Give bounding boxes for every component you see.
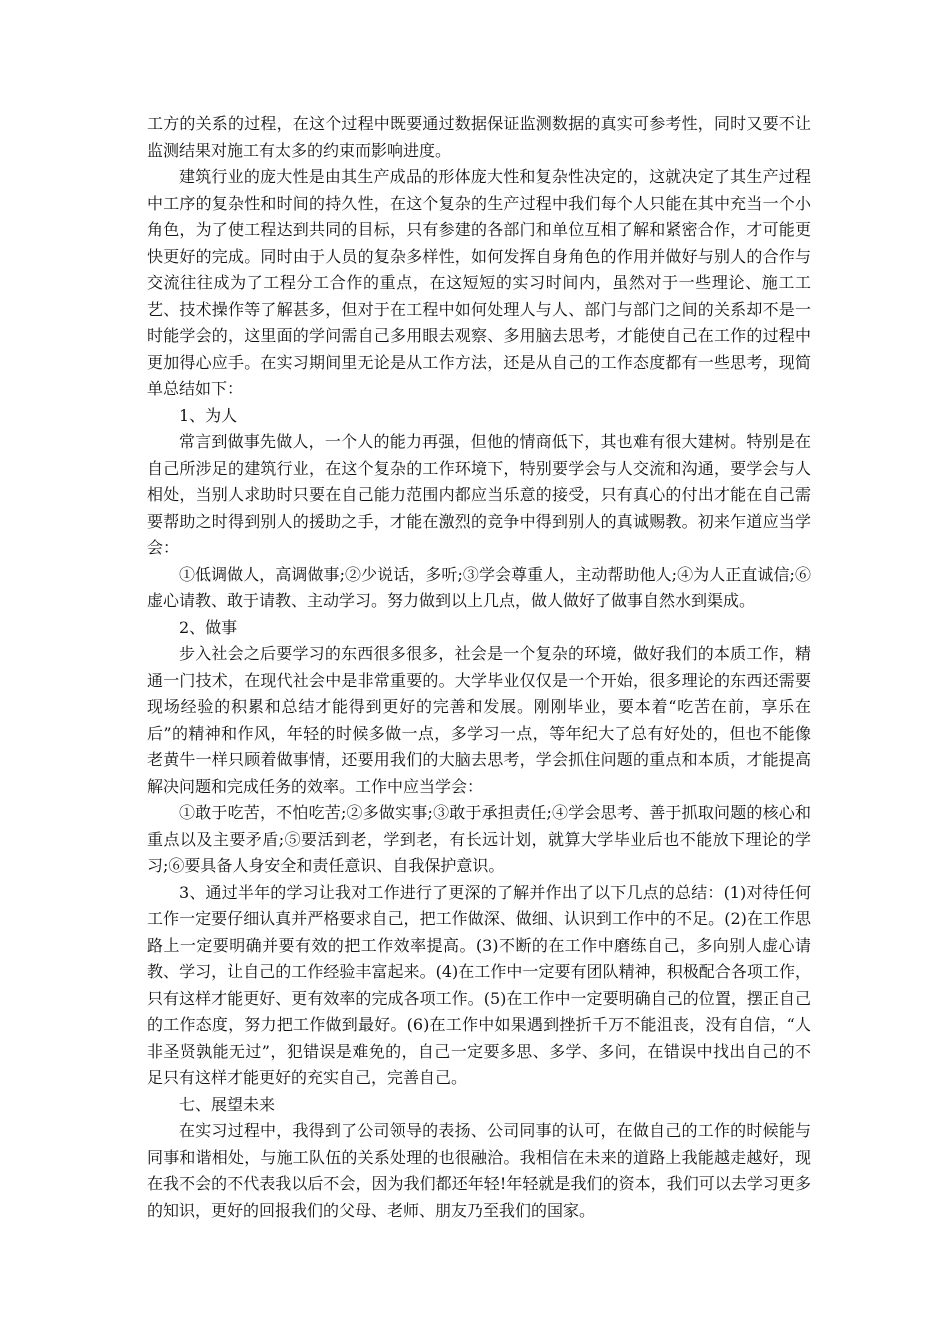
paragraph-outlook: 在实习过程中，我得到了公司领导的表扬、公司同事的认可，在做自己的工作的时候能与同事和谐相处，与施工队伍的关系处理的也很融洽。我相信在未来的道路上我能越走越好，现在我不会的不代表我以后不会，因为我们都还年轻!年轻就是我们的资本，我们可以去学习更多的知识，更好的回报我们的父母、老师、朋友乃至我们的国家。: [147, 1121, 811, 1220]
paragraph-doing-things: 步入社会之后要学习的东西很多很多，社会是一个复杂的环境，做好我们的本质工作，精通一门技术，在现代社会中是非常重要的。大学毕业仅仅是一个开始，很多理论的东西还需要现场经验的积累和总结才能得到更好的完善和发展。刚刚毕业，要本着“吃苦在前，享乐在后”的精神和作风，年轻的时候多做一点，多学习一点，等年纪大了总有好处的，但也不能像老黄牛一样只顾着做事情，还要用我们的大脑去思考，学会抓住问题的重点和本质，才能提高解决问题和完成任务的效率。工作中应当学会：: [147, 644, 811, 796]
paragraph-being-a-person: 常言到做事先做人，一个人的能力再强，但他的情商低下，其也难有很大建树。特别是在自己所涉足的建筑行业，在这个复杂的工作环境下，特别要学会与人交流和沟通，要学会与人相处，当别人求助时只要在自己能力范围内都应当乐意的接受，只有真心的付出才能在自己需要帮助之时得到别人的援助之手，才能在激烈的竞争中得到别人的真诚赐教。初来乍道应当学会：: [147, 432, 811, 557]
document-body: [147, 111, 811, 1224]
paragraph-summary-points: 3、通过半年的学习让我对工作进行了更深的了解并作出了以下几点的总结：(1)对待任何工作一定要仔细认真并严格要求自己，把工作做深、做细、认识到工作中的不足。(2)在工作思路上一定要明确并要有效的把工作效率提高。(3)不断的在工作中磨练自己，多向别人虚心请教、学习，让自己的工作经验丰富起来。(4)在工作中一定要有团队精神，积极配合各项工作，只有这样才能更好、更有效率的完成各项工作。(5)在工作中一定要明确自己的位置，摆正自己的工作态度，努力把工作做到最好。(6)在工作中如果遇到挫折千万不能沮丧，没有自信，“人非圣贤孰能无过”，犯错误是难免的，自己一定要多思、多学、多问，在错误中找出自己的不足只有这样才能更好的充实自己，完善自己。: [147, 882, 811, 1087]
heading-being-a-person: 1、为人: [179, 405, 238, 425]
list-being-a-person: ①低调做人，高调做事;②少说话，多听;③学会尊重人，主动帮助他人;④为人正直诚信;⑥虚心请教、敢于请教、主动学习。努力做到以上几点，做人做好了做事自然水到渠成。: [147, 564, 811, 610]
paragraph-continuation: 工方的关系的过程，在这个过程中既要通过数据保证监测数据的真实可参考性，同时又要不让监测结果对施工有太多的约束而影响进度。: [147, 114, 811, 160]
list-doing-things: ①敢于吃苦，不怕吃苦;②多做实事;③敢于承担责任;④学会思考、善于抓取问题的核心和重点以及主要矛盾;⑤要活到老，学到老，有长远计划，就算大学毕业后也不能放下理论的学习;⑥要具备人身安全和责任意识、自我保护意识。: [147, 803, 811, 875]
paragraph-industry-complexity: 建筑行业的庞大性是由其生产成品的形体庞大性和复杂性决定的，这就决定了其生产过程中工序的复杂性和时间的持久性，在这个复杂的生产过程中我们每个人只能在其中充当一个小角色，为了使工程达到共同的目标，只有参建的各部门和单位互相了解和紧密合作，才可能更快更好的完成。同时由于人员的复杂多样性，如何发挥自身角色的作用并做好与别人的合作与交流往往成为了工程分工合作的重点，在这短短的实习时间内，虽然对于一些理论、施工工艺、技术操作等了解甚多，但对于在工程中如何处理人与人、部门与部门之间的关系却不是一时能学会的，这里面的学问需自己多用眼去观察、多用脑去思考，才能使自己在工作的过程中更加得心应手。在实习期间里无论是从工作方法，还是从自己的工作态度都有一些思考，现简单总结如下：: [147, 167, 811, 398]
heading-doing-things: 2、做事: [179, 617, 238, 637]
heading-outlook: 七、展望未来: [179, 1094, 276, 1114]
